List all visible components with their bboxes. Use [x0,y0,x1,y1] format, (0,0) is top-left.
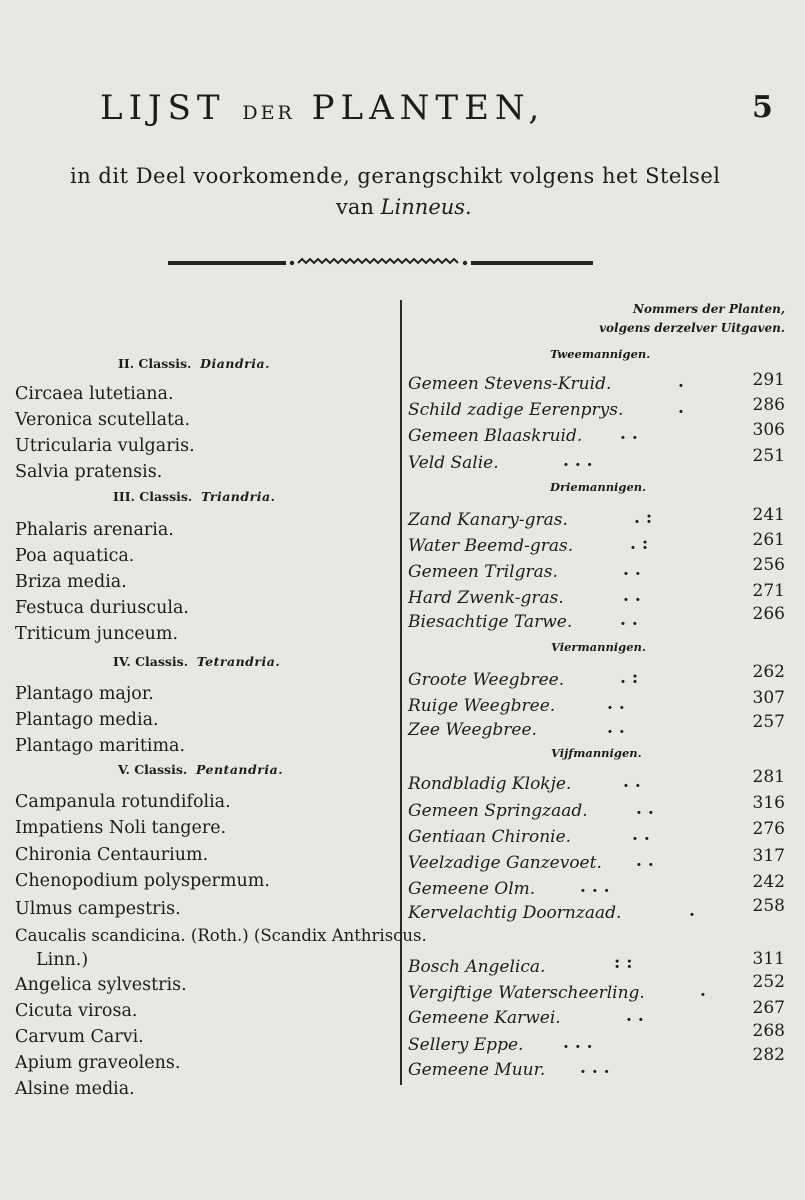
number-column-header-line1: Nommers der Planten, [633,302,785,316]
dot-leader: . . . [563,1033,593,1053]
plant-number: 256 [752,555,785,575]
class-header-diandria [118,356,270,371]
dutch-name: Ruige Weegbree. [408,696,556,716]
dutch-name: Gemeene Karwei. [408,1008,561,1028]
title-word-planten: PLANTEN, [311,88,546,128]
dot-leader: . [678,372,684,392]
class-label: V. Classis. [118,762,188,777]
plant-number: 268 [752,1021,785,1041]
dot-leader: . . . [563,451,593,471]
dot-leader: . : [634,508,653,528]
class-name: Pentandria. [195,762,284,777]
dot-leader: . . [623,586,641,606]
latin-name: Triticum junceum. [15,624,179,644]
plant-number: 316 [752,793,785,813]
latin-name: Utricularia vulgaris. [15,436,195,456]
number-column-header-line2: volgens derzelver Uitgaven. [599,321,785,335]
dutch-name: Zand Kanary-gras. [408,510,568,530]
dot-leader: . [678,398,684,418]
latin-name: Veronica scutellata. [15,410,191,430]
latin-name: Plantago major. [15,684,154,704]
dot-leader: . . [636,799,654,819]
dutch-name: Veld Salie. [408,453,499,473]
plant-number: 267 [752,998,785,1018]
plant-number: 291 [752,370,785,390]
plant-number: 258 [752,896,785,916]
dot-leader: . . [632,825,650,845]
group-header-tweemannigen: Tweemannigen. [550,347,651,361]
dutch-name: Gemeene Olm. [408,879,536,899]
plant-number: 286 [752,395,785,415]
latin-name: Ulmus campestris. [15,899,181,919]
latin-name: Campanula rotundifolia. [15,792,231,812]
dot-leader: . : [620,668,639,688]
dutch-name: Schild zadige Eerenprys. [408,400,624,420]
latin-name: Chenopodium polyspermum. [15,871,270,891]
dot-leader: . [689,901,695,921]
plant-number: 261 [752,530,785,550]
plant-number: 311 [752,949,785,969]
dutch-name: Hard Zwenk-gras. [408,588,564,608]
latin-name-continuation: Linn.) [36,950,89,970]
plant-number: 257 [752,712,785,732]
dot-leader: : : [614,953,633,973]
plant-number: 251 [752,446,785,466]
plant-number: 281 [752,767,785,787]
subtitle-line-1: in dit Deel voorkomende, gerangschikt volgens het Stelsel [70,164,721,188]
dutch-name: Gemeen Springzaad. [408,801,588,821]
class-label: III. Classis. [113,489,193,504]
latin-name: Caucalis scandicina. (Roth.) (Scandix Anthriscus. [15,926,427,945]
page-number: 5 [752,90,773,125]
dutch-name: Sellery Eppe. [408,1035,524,1055]
dot-leader: . . [620,610,638,630]
dot-leader: . . [623,560,641,580]
column-divider [400,300,402,1085]
class-header-pentandria [118,762,283,777]
dutch-name: Zee Weegbree. [408,720,537,740]
plant-number: 306 [752,420,785,440]
page-title [100,88,545,128]
dutch-name: Veelzadige Ganzevoet. [408,853,602,873]
subtitle-line-2 [336,195,472,219]
latin-name: Phalaris arenaria. [15,520,174,540]
latin-name: Poa aquatica. [15,546,135,566]
class-name: Tetrandria. [196,654,281,669]
dot-leader: . . [623,772,641,792]
dot-leader: . . . [580,877,610,897]
dutch-name: Kervelachtig Doornzaad. [408,903,622,923]
dutch-name: Bosch Angelica. [408,957,546,977]
subtitle-author: Linneus. [380,195,472,219]
title-word-der: DER [242,102,295,124]
plant-number: 276 [752,819,785,839]
dot-leader: . . [607,694,625,714]
group-header-viermannigen: Viermannigen. [551,640,646,654]
group-header-driemannigen: Driemannigen. [550,480,647,494]
dutch-name: Gemeen Blaaskruid. [408,426,583,446]
class-header-tetrandria [113,654,280,669]
plant-number: 262 [752,662,785,682]
dot-leader: . . [620,424,638,444]
class-label: II. Classis. [118,356,192,371]
dutch-name: Gemeen Trilgras. [408,562,558,582]
class-label: IV. Classis. [113,654,189,669]
dot-leader: . [700,981,706,1001]
class-name: Diandria. [200,356,270,371]
latin-name: Angelica sylvestris. [15,975,187,995]
dutch-name: Gentiaan Chironie. [408,827,572,847]
latin-name: Cicuta virosa. [15,1001,138,1021]
class-header-triandria [113,489,275,504]
title-word-lijst: LIJST [100,88,226,128]
plant-number: 317 [752,846,785,866]
dutch-name: Vergiftige Waterscheerling. [408,983,645,1003]
plant-number: 266 [752,604,785,624]
latin-name: Carvum Carvi. [15,1027,144,1047]
latin-name: Plantago maritima. [15,736,186,756]
dot-leader: . . [607,718,625,738]
dutch-name: Gemeene Muur. [408,1060,546,1080]
latin-name: Chironia Centaurium. [15,845,209,865]
latin-name: Plantago media. [15,710,159,730]
dutch-name: Gemeen Stevens-Kruid. [408,374,612,394]
plant-number: 307 [752,688,785,708]
ornamental-rule-icon [168,256,593,270]
dot-leader: . . [626,1006,644,1026]
latin-name: Salvia pratensis. [15,462,163,482]
dutch-name: Rondbladig Klokje. [408,774,572,794]
plant-number: 252 [752,972,785,992]
latin-name: Circaea lutetiana. [15,384,174,404]
dot-leader: . : [630,534,649,554]
class-name: Triandria. [200,489,276,504]
dutch-name: Water Beemd-gras. [408,536,574,556]
plant-number: 282 [752,1045,785,1065]
plant-number: 271 [752,581,785,601]
latin-name: Festuca duriuscula. [15,598,189,618]
latin-name: Apium graveolens. [15,1053,181,1073]
latin-name: Alsine media. [15,1079,135,1099]
dot-leader: . . [636,851,654,871]
dutch-name: Biesachtige Tarwe. [408,612,573,632]
dot-leader: . . . [580,1058,610,1078]
dutch-name: Groote Weegbree. [408,670,565,690]
plant-number: 241 [752,505,785,525]
latin-name: Briza media. [15,572,127,592]
plant-number: 242 [752,872,785,892]
latin-name: Impatiens Noli tangere. [15,818,227,838]
group-header-vijfmannigen: Vijfmannigen. [551,746,642,760]
subtitle-prefix: van [336,195,374,219]
